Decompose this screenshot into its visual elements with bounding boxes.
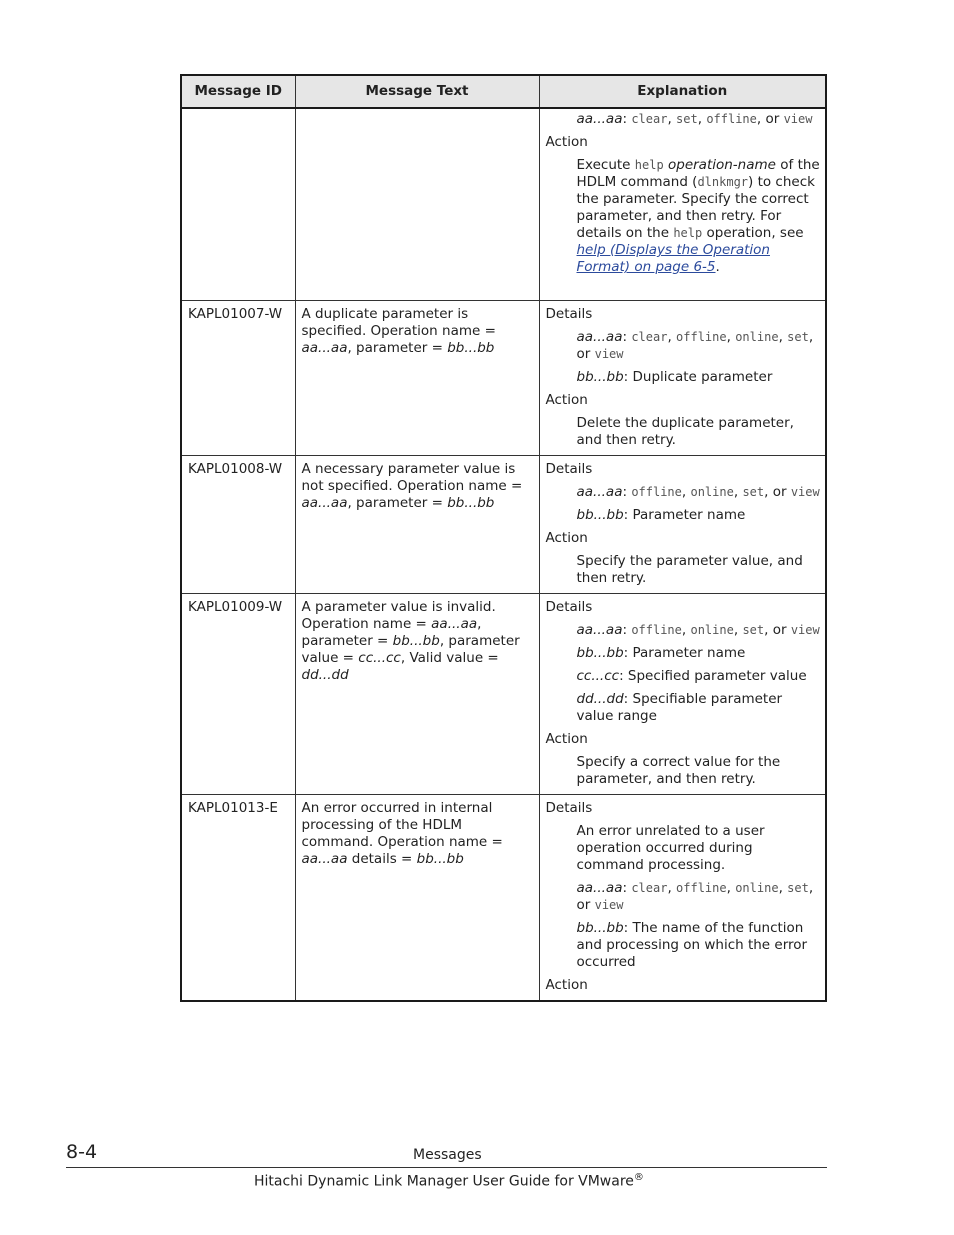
bb-description: bb...bb: Duplicate parameter — [576, 368, 773, 385]
message-id-cell — [181, 108, 295, 300]
footer-section-name: Messages — [413, 1147, 482, 1163]
header-message-text: Message Text — [295, 75, 539, 108]
message-id-cell: KAPL01008-W — [181, 455, 295, 593]
help-operation-link[interactable]: help (Displays the Operation Format) on page 6-5 — [576, 242, 770, 275]
details-heading: Details — [545, 799, 593, 816]
cc-description: cc...cc: Specified parameter value — [576, 667, 807, 684]
explanation-cell — [539, 455, 826, 593]
page-number: 8-4 — [66, 1141, 98, 1163]
action-text: Delete the duplicate parameter, and then retry. — [576, 414, 794, 448]
explanation-cell — [539, 593, 826, 794]
action-heading: Action — [545, 134, 588, 150]
aa-value-list: aa...aa: clear, offline, online, set, or view — [576, 328, 814, 362]
details-heading: Details — [545, 460, 593, 477]
action-heading: Action — [545, 529, 588, 546]
message-table — [180, 74, 827, 1002]
table-row — [181, 593, 826, 794]
message-text-cell: A necessary parameter value is not specified. Operation name = aa...aa, parameter = bb...bb — [295, 455, 539, 593]
action-heading: Action — [545, 730, 588, 747]
message-text-cell — [295, 108, 539, 300]
explanation-cell — [539, 108, 826, 300]
details-heading: Details — [545, 598, 593, 615]
aa-value-list: aa...aa: offline, online, set, or view — [576, 621, 820, 638]
aa-value-list: aa...aa: clear, offline, online, set, or view — [576, 879, 814, 913]
action-text: Execute help operation-name of the HDLM command (dlnkmgr) to check the parameter. Specify the correct parameter, and then retry. For details on the help operation, see help (Displays the Operation Format) on page 6-5. — [576, 157, 820, 275]
message-id-cell: KAPL01007-W — [181, 300, 295, 455]
message-text-cell: An error occurred in internal processing of the HDLM command. Operation name = aa...aa details = bb...bb — [295, 794, 539, 1001]
table-row — [181, 455, 826, 593]
action-heading: Action — [545, 391, 588, 408]
dd-description: dd...dd: Specifiable parameter value range — [576, 690, 783, 724]
header-explanation: Explanation — [539, 75, 826, 108]
message-id-cell: KAPL01013-E — [181, 794, 295, 1001]
action-text: Specify a correct value for the parameter, and then retry. — [576, 753, 781, 787]
message-id-cell: KAPL01009-W — [181, 593, 295, 794]
footer-book-title: Hitachi Dynamic Link Manager User Guide for VMware® — [254, 1172, 644, 1190]
bb-description: bb...bb: Parameter name — [576, 644, 746, 661]
table-header-row — [181, 75, 826, 108]
bb-description: bb...bb: The name of the function and processing on which the error occurred — [576, 919, 808, 970]
explanation-cell — [539, 300, 826, 455]
aa-value-list: aa...aa: clear, set, offline, or view — [576, 111, 813, 127]
message-text-cell: A duplicate parameter is specified. Operation name = aa...aa, parameter = bb...bb — [295, 300, 539, 455]
message-text-cell: A parameter value is invalid. Operation name = aa...aa, parameter = bb...bb, parameter value = cc...cc, Valid value = dd...dd — [295, 593, 539, 794]
details-text: An error unrelated to a user operation occurred during command processing. — [576, 822, 765, 873]
header-message-id: Message ID — [181, 75, 295, 108]
footer-divider — [66, 1167, 827, 1168]
details-heading: Details — [545, 305, 593, 322]
table-row — [181, 108, 826, 300]
aa-value-list: aa...aa: offline, online, set, or view — [576, 483, 820, 500]
action-heading: Action — [545, 976, 588, 993]
table-row — [181, 300, 826, 455]
bb-description: bb...bb: Parameter name — [576, 506, 746, 523]
explanation-cell — [539, 794, 826, 1001]
table-row — [181, 794, 826, 1001]
registered-mark: ® — [633, 1172, 644, 1183]
action-text: Specify the parameter value, and then retry. — [576, 552, 803, 586]
